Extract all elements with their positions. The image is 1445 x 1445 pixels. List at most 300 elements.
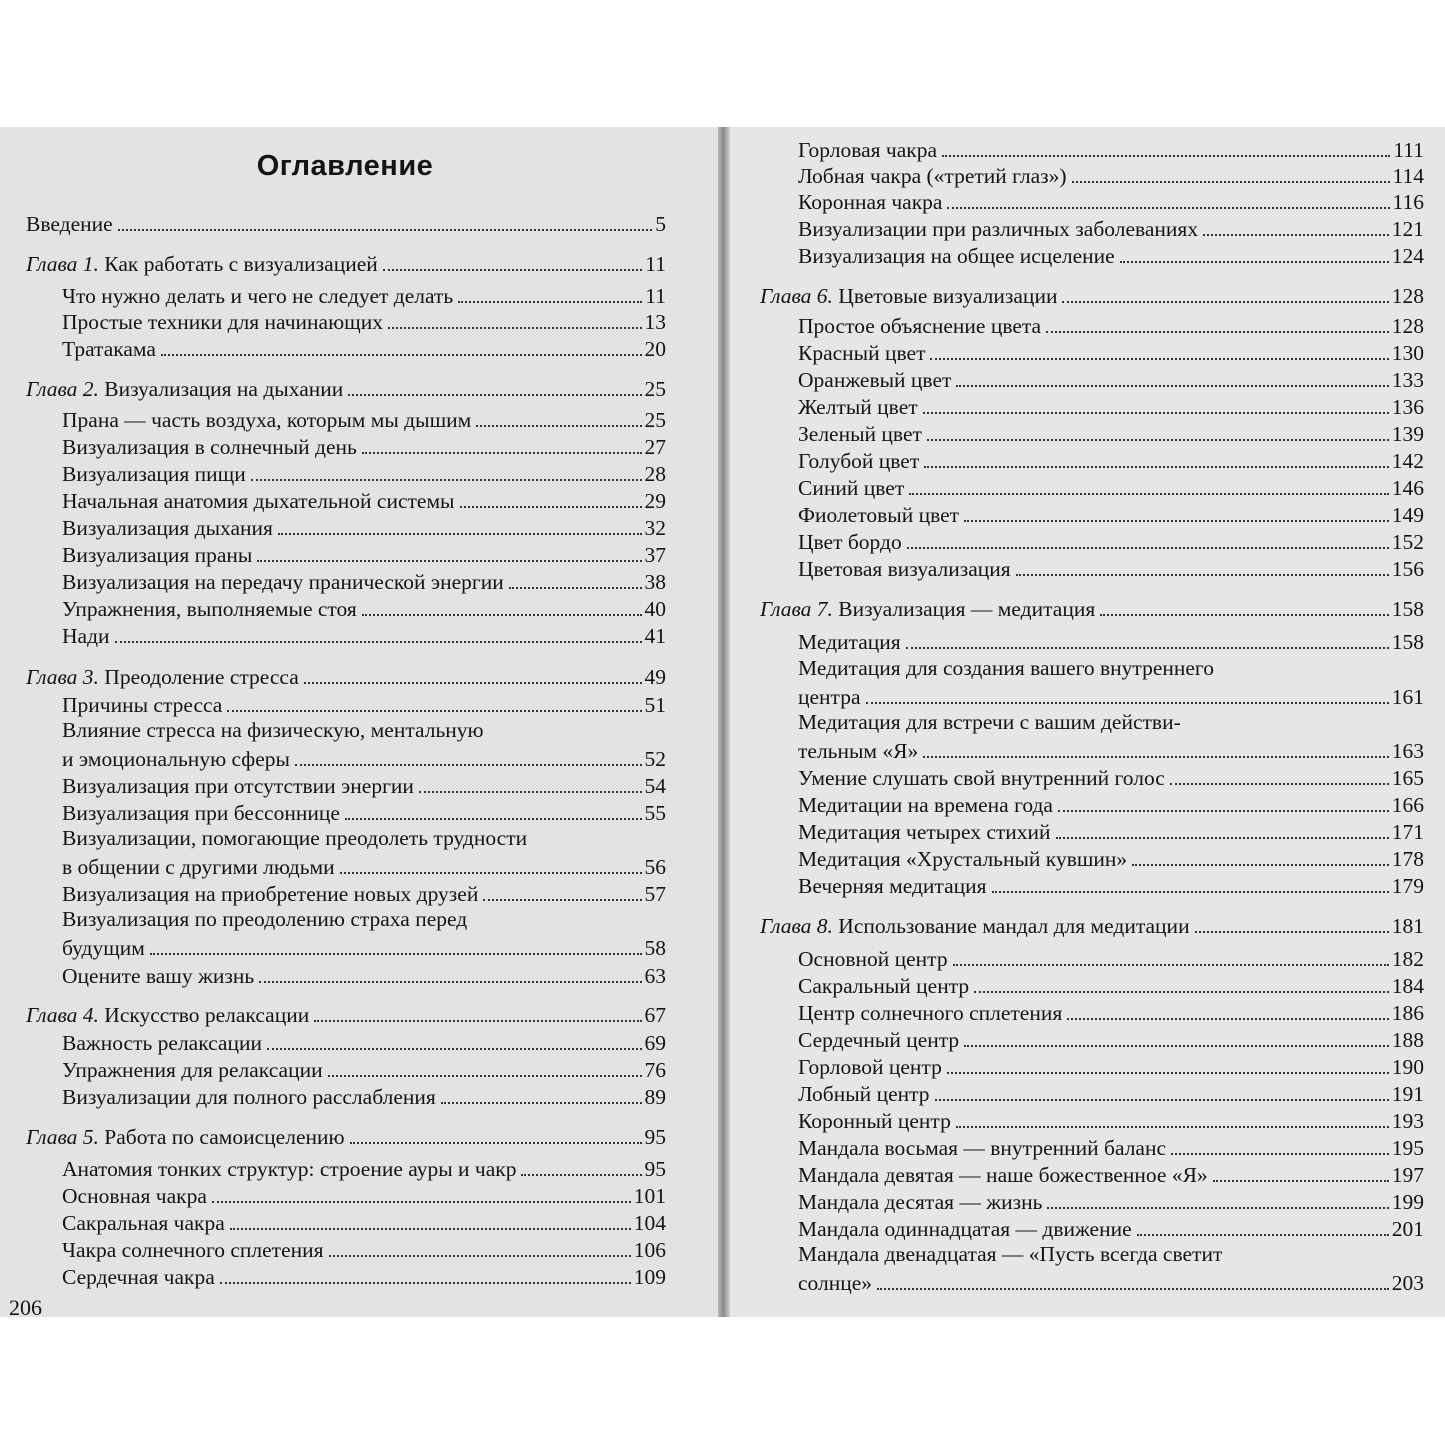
toc-page-number: 121 bbox=[1391, 217, 1424, 241]
toc-entry-title: Мандала десятая — жизнь bbox=[798, 1190, 1043, 1214]
toc-section-entry bbox=[62, 281, 666, 309]
toc-entry-title: Центр солнечного сплетения bbox=[798, 1001, 1063, 1025]
toc-page-number: 69 bbox=[644, 1031, 666, 1055]
toc-page-number: 184 bbox=[1391, 974, 1424, 998]
toc-page-number: 29 bbox=[644, 489, 666, 513]
toc-chapter-entry bbox=[760, 281, 1424, 309]
toc-entry-title: Оцените вашу жизнь bbox=[62, 964, 255, 988]
dot-leader bbox=[1120, 260, 1389, 263]
dot-leader bbox=[295, 763, 642, 766]
toc-entry-lead: Медитация для создания вашего внутреннего bbox=[798, 656, 1214, 680]
dot-leader bbox=[458, 300, 642, 303]
dot-leader bbox=[1016, 573, 1389, 576]
toc-entry-title: Сердечная чакра bbox=[62, 1265, 215, 1289]
right-page bbox=[730, 127, 1445, 1317]
dot-leader bbox=[251, 478, 642, 481]
toc-page-number: 55 bbox=[644, 801, 666, 825]
toc-page-number: 128 bbox=[1391, 314, 1424, 338]
toc-entry-title: в общении с другими людьми bbox=[62, 855, 335, 879]
toc-page-number: 51 bbox=[644, 693, 666, 717]
toc-page-number: 156 bbox=[1391, 557, 1424, 581]
toc-section-entry bbox=[62, 1028, 666, 1056]
dot-leader bbox=[388, 326, 642, 329]
toc-entry-title: Тратакама bbox=[62, 337, 156, 361]
dot-leader bbox=[1056, 836, 1389, 839]
left-page bbox=[0, 127, 718, 1317]
toc-section-entry bbox=[798, 1106, 1424, 1134]
toc-section-entry bbox=[62, 1181, 666, 1209]
toc-section-entry bbox=[62, 1082, 666, 1110]
dot-leader bbox=[278, 532, 642, 535]
toc-entry-title: Глава 1. Как работать с визуализацией bbox=[26, 252, 378, 276]
dot-leader bbox=[1213, 1179, 1389, 1182]
toc-page-number: 190 bbox=[1391, 1055, 1424, 1079]
toc-section-entry bbox=[62, 1235, 666, 1263]
dot-leader bbox=[521, 1173, 641, 1176]
toc-page-number: 163 bbox=[1391, 739, 1424, 763]
toc-section-entry bbox=[62, 594, 666, 622]
toc-page-number: 197 bbox=[1391, 1163, 1424, 1187]
dot-leader bbox=[935, 1098, 1389, 1101]
toc-entry-title: Глава 6. Цветовые визуализации bbox=[760, 284, 1058, 308]
page-number: 206 bbox=[9, 1295, 42, 1317]
toc-page-number: 57 bbox=[644, 882, 666, 906]
toc-page-number: 11 bbox=[645, 284, 666, 308]
chapter-label: Глава 7. bbox=[760, 597, 833, 621]
toc-entry-title: и эмоциональную сферы bbox=[62, 747, 290, 771]
toc-entry-title: Глава 2. Визуализация на дыхании bbox=[26, 377, 344, 401]
dot-leader bbox=[1047, 1206, 1388, 1209]
toc-entry-title: солнце» bbox=[798, 1271, 873, 1295]
toc-chapter-entry bbox=[26, 209, 666, 237]
toc-section-entry bbox=[798, 1268, 1424, 1296]
toc-entry-title: Начальная анатомия дыхательной системы bbox=[62, 489, 455, 513]
dot-leader bbox=[906, 646, 1389, 649]
toc-page-number: 186 bbox=[1391, 1001, 1424, 1025]
toc-page-number: 139 bbox=[1391, 422, 1424, 446]
toc-page-number: 136 bbox=[1391, 395, 1424, 419]
toc-page-number: 171 bbox=[1391, 820, 1424, 844]
toc-page-number: 104 bbox=[633, 1211, 666, 1235]
dot-leader bbox=[907, 546, 1389, 549]
toc-page-number: 158 bbox=[1391, 597, 1424, 621]
dot-leader bbox=[909, 492, 1389, 495]
dot-leader bbox=[362, 613, 642, 616]
toc-entry-title: Визуализация при бессоннице bbox=[62, 801, 340, 825]
chapter-label: Глава 3. bbox=[26, 665, 99, 689]
toc-page-number: 58 bbox=[644, 936, 666, 960]
toc-entry-title: Визуализация на приобретение новых друзей bbox=[62, 882, 479, 906]
toc-entry-title: Медитация «Хрустальный кувшин» bbox=[798, 847, 1128, 871]
toc-page-number: 128 bbox=[1391, 284, 1424, 308]
dot-leader bbox=[362, 451, 642, 454]
dot-leader bbox=[927, 438, 1389, 441]
toc-section-entry bbox=[62, 1262, 666, 1290]
toc-page-number: 27 bbox=[644, 435, 666, 459]
dot-leader bbox=[509, 586, 642, 589]
toc-page-number: 166 bbox=[1391, 793, 1424, 817]
toc-page-number: 152 bbox=[1391, 530, 1424, 554]
dot-leader bbox=[1046, 330, 1389, 333]
toc-section-entry bbox=[798, 844, 1424, 872]
toc-entry-title: Горловая чакра bbox=[798, 138, 938, 162]
toc-page-number: 181 bbox=[1391, 914, 1424, 938]
chapter-label: Глава 1. bbox=[26, 252, 99, 276]
toc-entry-title: Глава 3. Преодоление стресса bbox=[26, 665, 299, 689]
dot-leader bbox=[1195, 930, 1389, 933]
toc-entry-title: Глава 5. Работа по самоисцелению bbox=[26, 1125, 345, 1149]
dot-leader bbox=[924, 465, 1389, 468]
toc-entry-title: Мандала девятая — наше божественное «Я» bbox=[798, 1163, 1208, 1187]
toc-page-number: 37 bbox=[644, 543, 666, 567]
toc-section-entry bbox=[62, 334, 666, 362]
toc-section-entry bbox=[798, 473, 1424, 501]
dot-leader bbox=[1171, 1152, 1389, 1155]
toc-page-number: 201 bbox=[1391, 1217, 1424, 1241]
toc-page-number: 95 bbox=[644, 1157, 666, 1181]
toc-entry-lead: Визуализация по преодолению страха перед bbox=[62, 907, 468, 931]
dot-leader bbox=[1170, 782, 1389, 785]
toc-entry-title: Что нужно делать и чего не следует делать bbox=[62, 284, 454, 308]
toc-section-entry bbox=[798, 1025, 1424, 1053]
toc-entry-title: Анатомия тонких структур: строение ауры и чакр bbox=[62, 1157, 517, 1181]
toc-section-entry bbox=[798, 446, 1424, 474]
toc-section-entry bbox=[62, 744, 666, 772]
dot-leader bbox=[1132, 863, 1389, 866]
toc-entry-title: Умение слушать свой внутренний голос bbox=[798, 766, 1165, 790]
toc-page-number: 76 bbox=[644, 1058, 666, 1082]
toc-page-number: 67 bbox=[644, 1003, 666, 1027]
dot-leader bbox=[345, 817, 642, 820]
toc-section-entry bbox=[798, 998, 1424, 1026]
toc-entry-title: Глава 4. Искусство релаксации bbox=[26, 1003, 310, 1027]
toc-page-number: 20 bbox=[644, 337, 666, 361]
toc-chapter-entry bbox=[760, 594, 1424, 622]
toc-entry-title: Визуализация дыхания bbox=[62, 516, 273, 540]
toc-page-number: 199 bbox=[1391, 1190, 1424, 1214]
toc-page-number: 142 bbox=[1391, 449, 1424, 473]
toc-section-entry bbox=[62, 771, 666, 799]
dot-leader bbox=[161, 353, 642, 356]
chapter-label: Глава 6. bbox=[760, 284, 833, 308]
toc-entry-title: Оранжевый цвет bbox=[798, 368, 952, 392]
toc-section-entry bbox=[62, 621, 666, 649]
toc-entry-title: Визуализация на общее исцеление bbox=[798, 244, 1115, 268]
toc-entry-title: Горловой центр bbox=[798, 1055, 942, 1079]
dot-leader bbox=[150, 952, 642, 955]
toc-entry-title: Лобная чакра («третий глаз») bbox=[798, 164, 1067, 188]
chapter-label: Глава 4. bbox=[26, 1003, 99, 1027]
dot-leader bbox=[230, 1227, 631, 1230]
dot-leader bbox=[383, 268, 643, 271]
dot-leader bbox=[1072, 180, 1390, 183]
toc-page-number: 191 bbox=[1391, 1082, 1424, 1106]
toc-entry-title: Фиолетовый цвет bbox=[798, 503, 960, 527]
dot-leader bbox=[1067, 1017, 1389, 1020]
dot-leader bbox=[267, 1047, 642, 1050]
toc-section-entry bbox=[798, 1187, 1424, 1215]
toc-page-number: 124 bbox=[1391, 244, 1424, 268]
toc-entry-lead: Медитация для встречи с вашим действи- bbox=[798, 710, 1181, 734]
toc-section-entry bbox=[798, 682, 1424, 710]
toc-section-entry bbox=[798, 736, 1424, 764]
toc-entry-title: Визуализация при отсутствии энергии bbox=[62, 774, 414, 798]
toc-chapter-entry bbox=[760, 911, 1424, 939]
dot-leader bbox=[956, 384, 1388, 387]
toc-page-number: 149 bbox=[1391, 503, 1424, 527]
toc-section-entry bbox=[798, 135, 1424, 163]
toc-entry-title: Визуализация праны bbox=[62, 543, 253, 567]
toc-section-entry bbox=[798, 419, 1424, 447]
toc-entry-title: будущим bbox=[62, 936, 145, 960]
dot-leader bbox=[964, 1044, 1389, 1047]
dot-leader bbox=[476, 424, 641, 427]
toc-page-number: 25 bbox=[644, 408, 666, 432]
toc-entry-title: Упражнения, выполняемые стоя bbox=[62, 597, 357, 621]
toc-entry-title: центра bbox=[798, 685, 861, 709]
dot-leader bbox=[212, 1200, 631, 1203]
dot-leader bbox=[947, 206, 1389, 209]
toc-page-number: 56 bbox=[644, 855, 666, 879]
toc-entry-title: Глава 7. Визуализация — медитация bbox=[760, 597, 1096, 621]
dot-leader bbox=[118, 228, 653, 231]
toc-page-number: 193 bbox=[1391, 1109, 1424, 1133]
toc-page-number: 32 bbox=[644, 516, 666, 540]
dot-leader bbox=[441, 1101, 642, 1104]
toc-page-number: 158 bbox=[1391, 630, 1424, 654]
toc-entry-title: Мандала восьмая — внутренний баланс bbox=[798, 1136, 1167, 1160]
toc-page-number: 38 bbox=[644, 570, 666, 594]
toc-section-entry bbox=[798, 944, 1424, 972]
dot-leader bbox=[227, 709, 641, 712]
toc-entry-title: Простые техники для начинающих bbox=[62, 310, 383, 334]
toc-page-number: 182 bbox=[1391, 947, 1424, 971]
toc-section-entry bbox=[62, 933, 666, 961]
toc-entry-title: Синий цвет bbox=[798, 476, 905, 500]
dot-leader bbox=[866, 701, 1389, 704]
toc-page-number: 109 bbox=[633, 1265, 666, 1289]
toc-section-entry bbox=[798, 554, 1424, 582]
dot-leader bbox=[460, 505, 642, 508]
toc-entry-title: Основной центр bbox=[798, 947, 948, 971]
toc-entry-title: Красный цвет bbox=[798, 341, 926, 365]
toc-entry-title: Важность релаксации bbox=[62, 1031, 262, 1055]
toc-entry-title: Визуализация на передачу пранической энергии bbox=[62, 570, 504, 594]
toc-section-entry bbox=[798, 763, 1424, 791]
dot-leader bbox=[1137, 1233, 1389, 1236]
toc-entry-title: Коронный центр bbox=[798, 1109, 951, 1133]
toc-page-number: 146 bbox=[1391, 476, 1424, 500]
toc-page-number: 179 bbox=[1391, 874, 1424, 898]
toc-entry-title: Сакральный центр bbox=[798, 974, 970, 998]
toc-entry-title: Введение bbox=[26, 212, 113, 236]
toc-entry-title: Простое объяснение цвета bbox=[798, 314, 1042, 338]
toc-section-entry bbox=[798, 187, 1424, 215]
toc-entry-title: Медитации на времена года bbox=[798, 793, 1053, 817]
toc-page-number: 101 bbox=[633, 1184, 666, 1208]
toc-section-entry bbox=[62, 540, 666, 568]
toc-page-number: 54 bbox=[644, 774, 666, 798]
toc-section-entry bbox=[62, 459, 666, 487]
toc-section-entry bbox=[62, 690, 666, 718]
dot-leader bbox=[1062, 300, 1388, 303]
toc-chapter-entry bbox=[26, 249, 666, 277]
toc-section-entry bbox=[62, 1055, 666, 1083]
toc-section-entry bbox=[798, 527, 1424, 555]
toc-section-entry bbox=[62, 1154, 666, 1182]
dot-leader bbox=[930, 357, 1388, 360]
toc-section-entry bbox=[62, 432, 666, 460]
toc-page-number: 95 bbox=[644, 1125, 666, 1149]
toc-entry-lead: Влияние стресса на физическую, ментальную bbox=[62, 718, 484, 742]
toc-section-entry bbox=[798, 365, 1424, 393]
toc-section-entry bbox=[62, 486, 666, 514]
dot-leader bbox=[340, 871, 642, 874]
toc-page-number: 188 bbox=[1391, 1028, 1424, 1052]
chapter-label: Глава 2. bbox=[26, 377, 99, 401]
book-spread bbox=[0, 127, 1445, 1317]
toc-entry-title: Визуализации при различных заболеваниях bbox=[798, 217, 1199, 241]
dot-leader bbox=[328, 1074, 642, 1077]
toc-entry-title: Мандала одиннадцатая — движение bbox=[798, 1217, 1132, 1241]
toc-page-number: 28 bbox=[644, 462, 666, 486]
dot-leader bbox=[314, 1019, 641, 1022]
toc-section-entry bbox=[62, 852, 666, 880]
dot-leader bbox=[942, 154, 1390, 157]
toc-section-entry bbox=[62, 798, 666, 826]
toc-section-entry bbox=[798, 338, 1424, 366]
dot-leader bbox=[329, 1254, 631, 1257]
toc-section-entry bbox=[62, 513, 666, 541]
dot-leader bbox=[483, 898, 641, 901]
toc-entry-title: Медитация четырех стихий bbox=[798, 820, 1051, 844]
toc-entry-title: Цвет бордо bbox=[798, 530, 902, 554]
dot-leader bbox=[419, 790, 642, 793]
toc-page-number: 49 bbox=[644, 665, 666, 689]
dot-leader bbox=[257, 559, 641, 562]
toc-section-entry bbox=[798, 214, 1424, 242]
toc-entry-title: тельным «Я» bbox=[798, 739, 919, 763]
toc-entry-title: Основная чакра bbox=[62, 1184, 207, 1208]
toc-page-number: 203 bbox=[1391, 1271, 1424, 1295]
toc-entry-title: Визуализация пищи bbox=[62, 462, 246, 486]
dot-leader bbox=[1100, 613, 1389, 616]
toc-page-number: 25 bbox=[644, 377, 666, 401]
chapter-label: Глава 5. bbox=[26, 1125, 99, 1149]
dot-leader bbox=[947, 1071, 1389, 1074]
toc-section-entry bbox=[798, 161, 1424, 189]
toc-entry-title: Упражнения для релаксации bbox=[62, 1058, 323, 1082]
toc-section-entry bbox=[62, 307, 666, 335]
toc-page-number: 178 bbox=[1391, 847, 1424, 871]
toc-entry-title: Голубой цвет bbox=[798, 449, 920, 473]
toc-chapter-entry bbox=[26, 374, 666, 402]
dot-leader bbox=[115, 640, 642, 643]
toc-section-entry bbox=[798, 311, 1424, 339]
toc-entry-title: Лобный центр bbox=[798, 1082, 930, 1106]
dot-leader bbox=[1058, 809, 1389, 812]
toc-section-entry bbox=[62, 1208, 666, 1236]
dot-leader bbox=[259, 980, 641, 983]
toc-section-entry bbox=[798, 971, 1424, 999]
toc-section-entry bbox=[798, 241, 1424, 269]
toc-page-number: 13 bbox=[644, 310, 666, 334]
toc-section-entry bbox=[62, 567, 666, 595]
toc-section-entry bbox=[62, 961, 666, 989]
toc-page-number: 11 bbox=[645, 252, 666, 276]
toc-section-entry bbox=[62, 405, 666, 433]
toc-page-number: 114 bbox=[1392, 164, 1424, 188]
dot-leader bbox=[923, 755, 1389, 758]
dot-leader bbox=[974, 990, 1389, 993]
toc-entry-title: Визуализации для полного расслабления bbox=[62, 1085, 436, 1109]
dot-leader bbox=[304, 681, 642, 684]
toc-page-number: 161 bbox=[1391, 685, 1424, 709]
toc-page-number: 130 bbox=[1391, 341, 1424, 365]
toc-section-entry bbox=[798, 1133, 1424, 1161]
dot-leader bbox=[923, 411, 1389, 414]
toc-entry-title: Вечерняя медитация bbox=[798, 874, 987, 898]
toc-section-entry bbox=[62, 879, 666, 907]
toc-entry-title: Причины стресса bbox=[62, 693, 223, 717]
toc-entry-title: Желтый цвет bbox=[798, 395, 918, 419]
toc-entry-title: Сакральная чакра bbox=[62, 1211, 225, 1235]
toc-entry-title: Чакра солнечного сплетения bbox=[62, 1238, 324, 1262]
dot-leader bbox=[877, 1287, 1389, 1290]
toc-section-entry bbox=[798, 627, 1424, 655]
toc-entry-title: Сердечный центр bbox=[798, 1028, 960, 1052]
toc-page-number: 52 bbox=[644, 747, 666, 771]
dot-leader bbox=[220, 1281, 631, 1284]
toc-entry-lead: Мандала двенадцатая — «Пусть всегда светит bbox=[798, 1242, 1223, 1266]
toc-section-entry bbox=[798, 1160, 1424, 1188]
toc-entry-title: Зеленый цвет bbox=[798, 422, 922, 446]
toc-page-number: 165 bbox=[1391, 766, 1424, 790]
toc-entry-title: Коронная чакра bbox=[798, 190, 943, 214]
dot-leader bbox=[992, 890, 1389, 893]
toc-page-number: 106 bbox=[633, 1238, 666, 1262]
toc-section-entry bbox=[798, 871, 1424, 899]
dot-leader bbox=[953, 963, 1389, 966]
toc-page-number: 40 bbox=[644, 597, 666, 621]
toc-entry-title: Визуализация в солнечный день bbox=[62, 435, 357, 459]
chapter-label: Глава 8. bbox=[760, 914, 833, 938]
toc-page-number: 5 bbox=[655, 212, 666, 236]
toc-chapter-entry bbox=[26, 662, 666, 690]
toc-page-number: 41 bbox=[644, 624, 666, 648]
toc-section-entry bbox=[798, 500, 1424, 528]
toc-entry-title: Медитация bbox=[798, 630, 901, 654]
toc-entry-title: Нади bbox=[62, 624, 110, 648]
toc-chapter-entry bbox=[26, 1122, 666, 1150]
toc-page-number: 63 bbox=[644, 964, 666, 988]
toc-section-entry bbox=[798, 1079, 1424, 1107]
dot-leader bbox=[348, 393, 641, 396]
dot-leader bbox=[350, 1141, 642, 1144]
toc-section-entry bbox=[798, 392, 1424, 420]
dot-leader bbox=[1203, 233, 1389, 236]
toc-page-number: 116 bbox=[1392, 190, 1424, 214]
toc-page-number: 195 bbox=[1391, 1136, 1424, 1160]
toc-entry-title: Глава 8. Использование мандал для медитации bbox=[760, 914, 1190, 938]
toc-section-entry bbox=[798, 817, 1424, 845]
toc-section-entry bbox=[798, 1214, 1424, 1242]
toc-page-number: 89 bbox=[644, 1085, 666, 1109]
toc-entry-title: Цветовая визуализация bbox=[798, 557, 1011, 581]
dot-leader bbox=[964, 519, 1389, 522]
toc-entry-title: Прана — часть воздуха, которым мы дышим bbox=[62, 408, 472, 432]
toc-chapter-entry bbox=[26, 1000, 666, 1028]
